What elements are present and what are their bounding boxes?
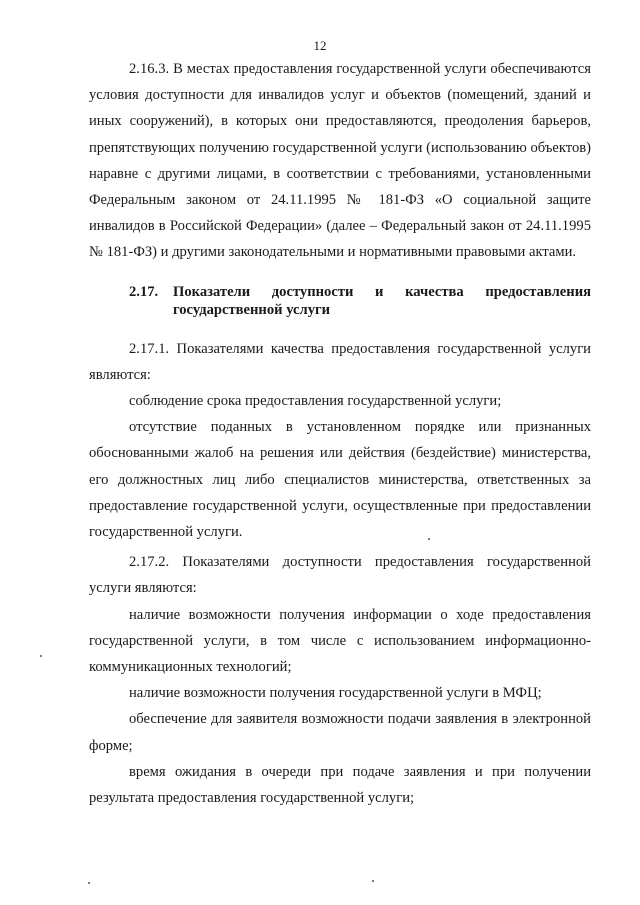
scan-speck <box>372 880 374 882</box>
spacer <box>89 266 591 277</box>
paragraph-2-17-2: 2.17.2. Показателями доступности предоставления государственной услуги являются: <box>89 554 591 597</box>
quality-indicator-2: отсутствие поданных в установленном порядке или признанных обоснованными жалоб на решения или действия (бездействие) министерства, его должностных лиц либо специалистов министерства, ответственных за предоставление государственной услуги, осуществленные при предоставлении государственной услуги. <box>89 419 591 541</box>
quality-indicator-1: соблюдение срока предоставления государственной услуги; <box>129 393 502 410</box>
scan-speck <box>88 882 90 884</box>
section-title <box>173 283 591 319</box>
availability-indicator-4: время ожидания в очереди при подаче заявления и при получении результата предоставления государственной услуги; <box>89 763 591 807</box>
scan-speck <box>40 655 42 657</box>
section-heading-2-17 <box>89 277 591 325</box>
availability-indicator-3: обеспечение для заявителя возможности подачи заявления в электронной форме; <box>89 711 591 754</box>
paragraph-2-16-3: 2.16.3. В местах предоставления государственной услуги обеспечиваются условия доступности для инвалидов услуг и объектов (помещений, зданий и иных сооружений), в которых они предоставляются, преодоления барьеров, препятствующих получению государственной услуги (использованию объектов) наравне с другими лицами, в соответствии с требованиями, установленными Федеральным законом от 24.11.1995 № 181-ФЗ «О социальной защите инвалидов в Российской Федерации» (далее – Федеральный закон от 24.11.1995 № 181-ФЗ) и другими законодательными и нормативными правовыми актами. <box>89 61 591 261</box>
paragraph-2-17-1: 2.17.1. Показателями качества предоставления государственной услуги являются: <box>89 340 591 383</box>
page-number: 12 <box>313 38 327 53</box>
section-number: 2.17. <box>129 283 159 300</box>
availability-indicator-1: наличие возможности получения информации о ходе предоставления государственной услуги, в том числе с использованием информационно-коммуникационных технологий; <box>89 606 591 676</box>
document-body <box>89 56 591 811</box>
availability-indicator-2: наличие возможности получения государственной услуги в МФЦ; <box>129 685 542 702</box>
section-title-line2: государственной услуги <box>173 301 331 318</box>
section-title-line1: Показатели доступности и качества предоставления <box>173 283 591 300</box>
scan-speck <box>428 538 430 540</box>
spacer <box>89 325 591 336</box>
